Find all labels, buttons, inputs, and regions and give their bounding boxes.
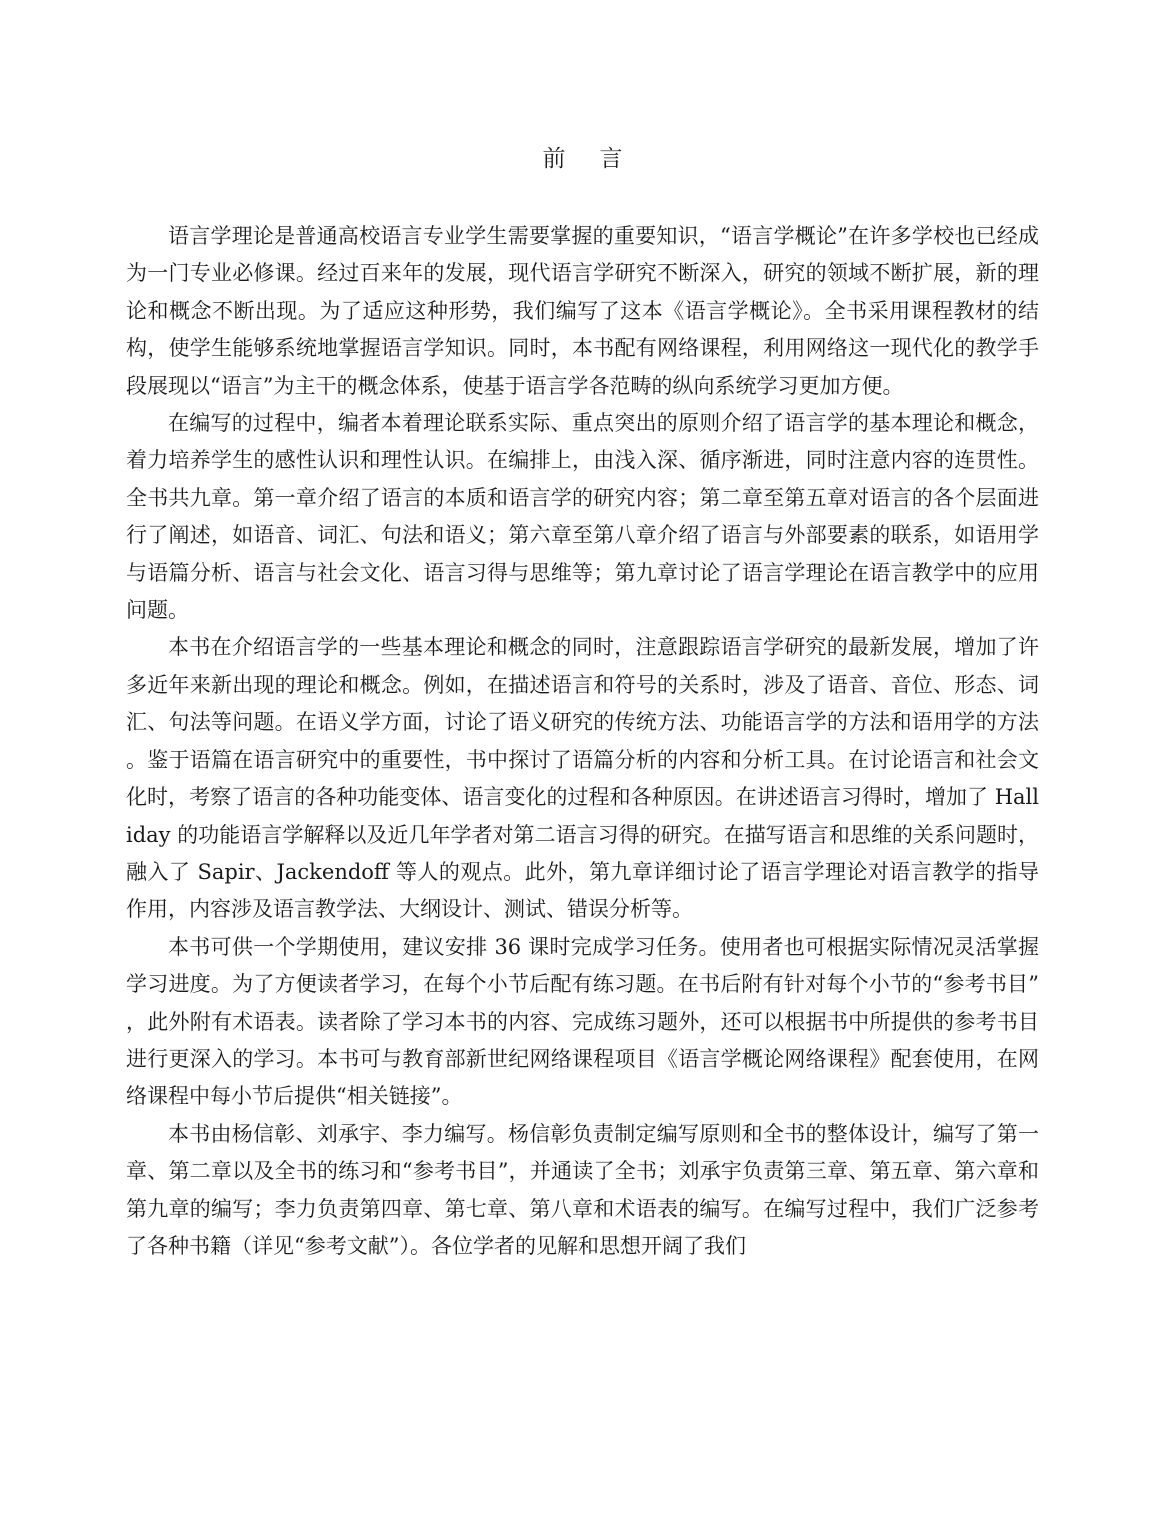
paragraph-3: 本书在介绍语言学的一些基本理论和概念的同时，注意跟踪语言学研究的最新发展，增加了许多近年来新出现的理论和概念。例如，在描述语言和符号的关系时，涉及了语音、音位、形态、词汇、句法等问题。在语义学方面，讨论了语义研究的传统方法、功能语言学的方法和语用学的方法。鉴于语篇在语言研究中的重要性，书中探讨了语篇分析的内容和分析工具。在讨论语言和社会文化时，考察了语言的各种功能变体、语言变化的过程和各种原因。在讲述语言习得时，增加了 Halliday 的功能语言学解释以及近几年学者对第二语言习得的研究。在描写语言和思维的关系问题时，融入了 Sapir、Jackendoff 等人的观点。此外，第九章详细讨论了语言学理论对语言教学的指导作用，内容涉及语言教学法、大纲设计、测试、错误分析等。	[126, 635, 1039, 922]
paragraph-1: 语言学理论是普通高校语言专业学生需要掌握的重要知识，“语言学概论”在许多学校也已经成为一门专业必修课。经过百来年的发展，现代语言学研究不断深入，研究的领域不断扩展，新的理论和概念不断出现。为了适应这种形势，我们编写了这本《语言学概论》。全书采用课程教材的结构，使学生能够系统地掌握语言学知识。同时，本书配有网络课程，利用网络这一现代化的教学手段展现以“语言”为主干的概念体系，使基于语言学各范畴的纵向系统学习更加方便。	[126, 224, 1039, 398]
paragraph-5: 本书由杨信彰、刘承宇、李力编写。杨信彰负责制定编写原则和全书的整体设计，编写了第一章、第二章以及全书的练习和“参考书目”，并通读了全书；刘承宇负责第三章、第五章、第六章和第九章的编写；李力负责第四章、第七章、第八章和术语表的编写。在编写过程中，我们广泛参考了各种书籍（详见“参考文献”）。各位学者的见解和思想开阔了我们	[126, 1121, 1039, 1258]
paragraph-2: 在编写的过程中，编者本着理论联系实际、重点突出的原则介绍了语言学的基本理论和概念，着力培养学生的感性认识和理性认识。在编排上，由浅入深、循序渐进，同时注意内容的连贯性。全书共九章。第一章介绍了语言的本质和语言学的研究内容；第二章至第五章对语言的各个层面进行了阐述，如语音、词汇、句法和语义；第六章至第八章介绍了语言与外部要素的联系，如语用学与语篇分析、语言与社会文化、语言习得与思维等；第九章讨论了语言学理论在语言教学中的应用问题。	[126, 411, 1039, 623]
page-title: 前言	[542, 146, 657, 172]
paragraph-4: 本书可供一个学期使用，建议安排 36 课时完成学习任务。使用者也可根据实际情况灵活掌握学习进度。为了方便读者学习，在每个小节后配有练习题。在书后附有针对每个小节的“参考书目”，此外附有术语表。读者除了学习本书的内容、完成练习题外，还可以根据书中所提供的参考书目进行更深入的学习。本书可与教育部新世纪网络课程项目《语言学概论网络课程》配套使用，在网络课程中每小节后提供“相关链接”。	[126, 934, 1039, 1109]
preface-body	[126, 218, 1039, 1265]
